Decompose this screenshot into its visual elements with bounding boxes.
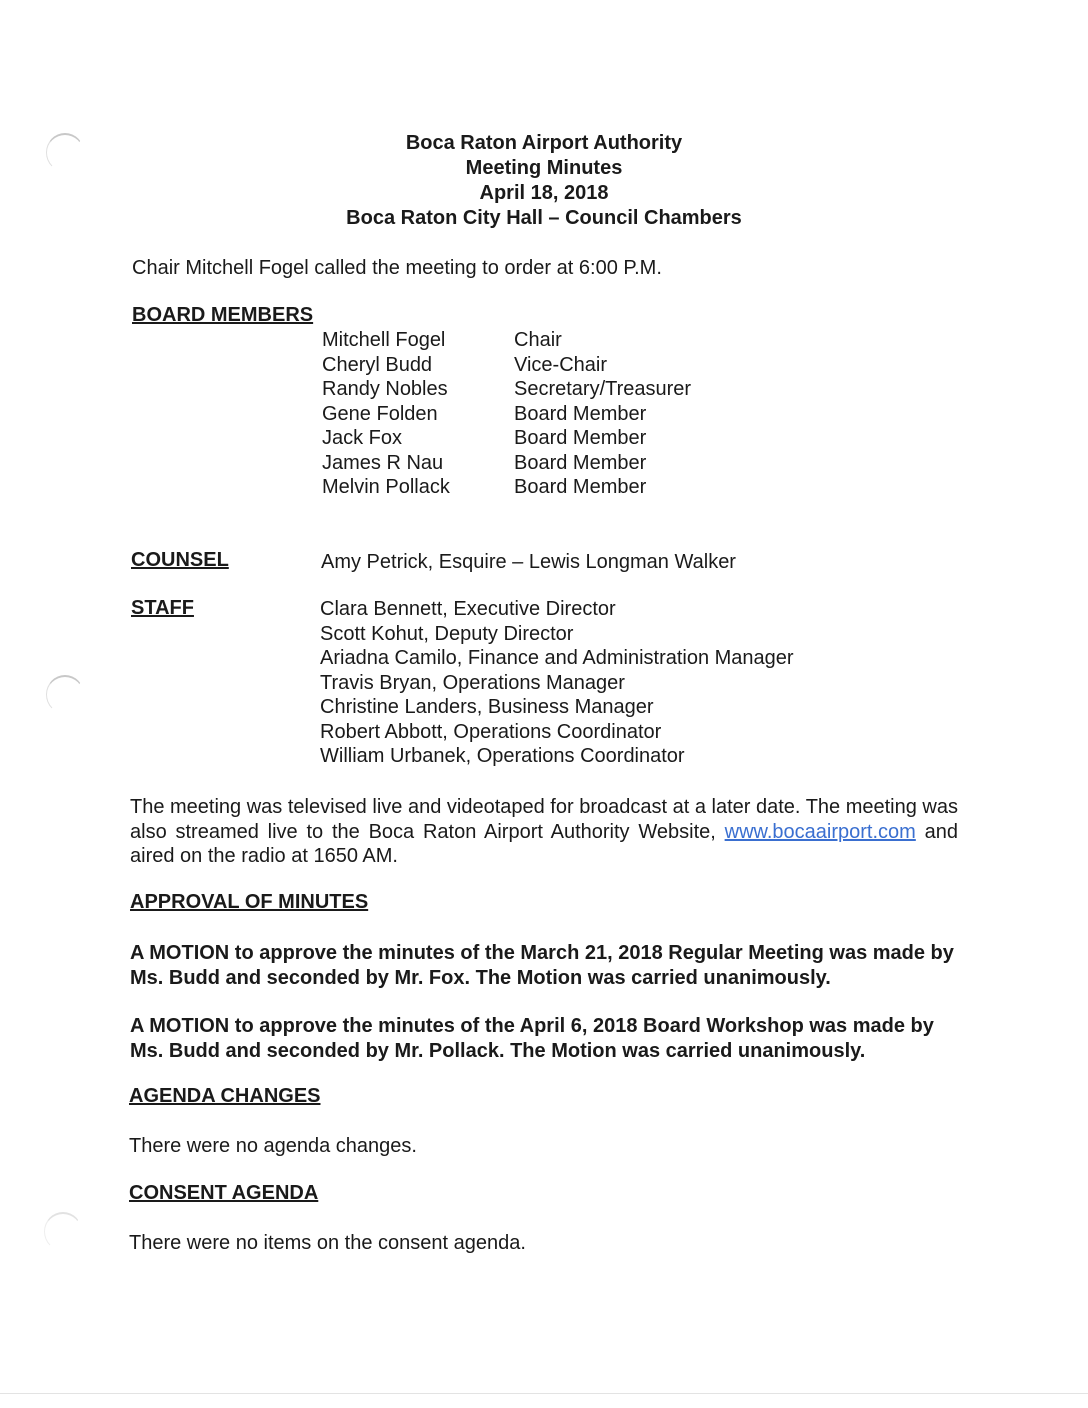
board-member-role: Secretary/Treasurer bbox=[514, 378, 692, 400]
board-member-row bbox=[322, 402, 691, 427]
board-member-name: Randy Nobles bbox=[322, 378, 448, 400]
board-member-row bbox=[322, 426, 691, 451]
header-document-type: Meeting Minutes bbox=[465, 157, 623, 179]
agenda-changes-text: There were no agenda changes. bbox=[129, 1135, 417, 1157]
motion-april-workshop-minutes: A MOTION to approve the minutes of the April 6, 2018 Board Workshop was made by Ms. Budd and seconded by Mr. Pollack. The Motion was carried unanimously. bbox=[130, 1015, 934, 1062]
board-member-role: Board Member bbox=[514, 402, 647, 425]
staff-member: Travis Bryan, Operations Manager bbox=[320, 671, 625, 694]
board-member-role: Vice-Chair bbox=[514, 353, 607, 376]
header-location: Boca Raton City Hall – Council Chambers bbox=[346, 207, 742, 229]
call-to-order-text: Chair Mitchell Fogel called the meeting to order at 6:00 P.M. bbox=[132, 257, 662, 279]
board-member-role: Board Member bbox=[514, 476, 647, 498]
board-members-heading: BOARD MEMBERS bbox=[132, 304, 314, 326]
staff-member: Scott Kohut, Deputy Director bbox=[320, 622, 574, 645]
counsel-heading: COUNSEL bbox=[131, 549, 229, 571]
staff-list bbox=[320, 597, 794, 769]
staff-member: Christine Landers, Business Manager bbox=[320, 696, 654, 718]
board-member-name: James R Nau bbox=[322, 451, 444, 474]
board-member-name: Cheryl Budd bbox=[322, 353, 433, 376]
header-date: April 18, 2018 bbox=[479, 182, 609, 204]
consent-agenda-text: There were no items on the consent agenda. bbox=[129, 1232, 526, 1254]
board-member-name: Melvin Pollack bbox=[322, 476, 450, 498]
board-member-role: Board Member bbox=[514, 427, 647, 449]
board-member-row bbox=[322, 353, 691, 378]
page-bottom-edge bbox=[0, 1393, 1088, 1394]
document-header bbox=[0, 131, 1088, 231]
punch-hole-mark-middle bbox=[46, 675, 84, 714]
staff-member: William Urbanek, Operations Coordinator bbox=[320, 745, 685, 767]
board-member-name: Mitchell Fogel bbox=[322, 329, 446, 351]
board-members-list bbox=[322, 328, 691, 500]
broadcast-paragraph bbox=[130, 795, 958, 869]
board-member-name: Jack Fox bbox=[322, 427, 403, 449]
staff-member: Ariadna Camilo, Finance and Administration Manager bbox=[320, 647, 794, 669]
board-member-row bbox=[322, 451, 691, 476]
approval-of-minutes-heading: APPROVAL OF MINUTES bbox=[130, 891, 369, 913]
punch-hole-mark-bottom bbox=[44, 1212, 82, 1251]
staff-heading: STAFF bbox=[131, 597, 194, 619]
board-member-row bbox=[322, 328, 691, 353]
consent-agenda-heading: CONSENT AGENDA bbox=[129, 1182, 319, 1204]
broadcast-text-after-link: and aired on the radio at 1650 AM. bbox=[130, 820, 958, 867]
board-member-role: Board Member bbox=[514, 451, 647, 474]
motion-march-minutes: A MOTION to approve the minutes of the March 21, 2018 Regular Meeting was made by Ms. Budd and seconded by Mr. Fox. The Motion was carried unanimously. bbox=[130, 942, 954, 989]
counsel-text: Amy Petrick, Esquire – Lewis Longman Walker bbox=[321, 551, 736, 573]
header-organization: Boca Raton Airport Authority bbox=[405, 132, 683, 154]
staff-member: Clara Bennett, Executive Director bbox=[320, 598, 616, 620]
agenda-changes-heading: AGENDA CHANGES bbox=[129, 1085, 321, 1107]
board-member-name: Gene Folden bbox=[322, 402, 438, 425]
staff-member: Robert Abbott, Operations Coordinator bbox=[320, 720, 662, 743]
board-member-role: Chair bbox=[514, 329, 562, 351]
broadcast-text: The meeting was televised live and videotaped for broadcast at a later date. The meeting was also streamed live to the Boca Raton Airport Authority Website, bbox=[130, 796, 958, 843]
board-member-row bbox=[322, 377, 691, 402]
website-link[interactable]: www.bocaairport.com bbox=[724, 820, 916, 843]
board-member-row bbox=[322, 475, 691, 500]
